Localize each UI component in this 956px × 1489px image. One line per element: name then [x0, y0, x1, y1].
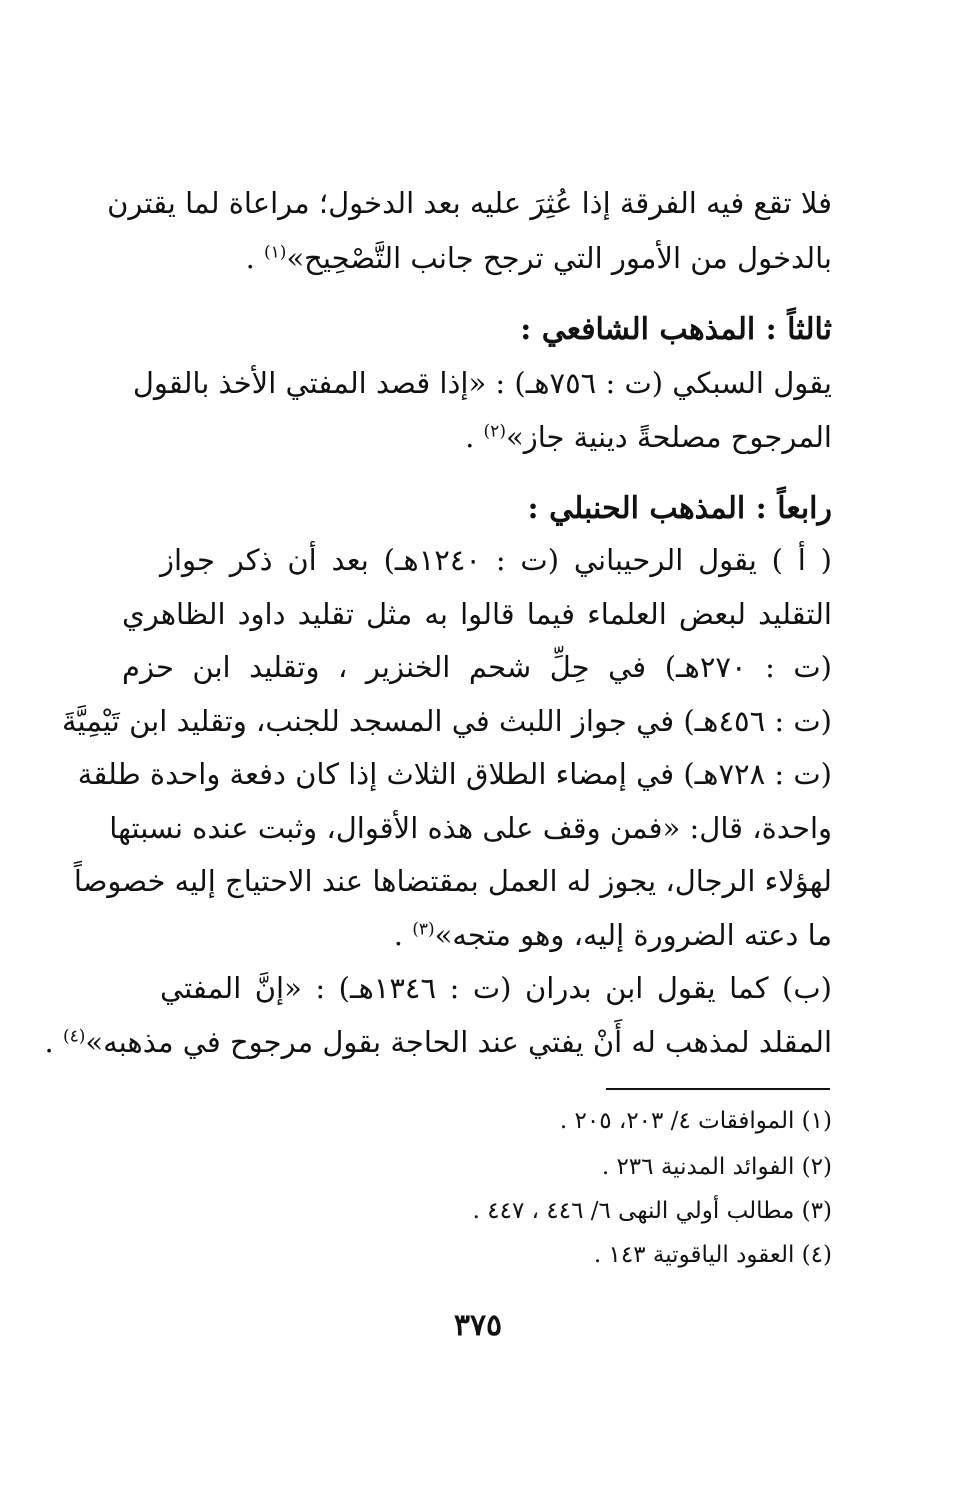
text-line-15: (ب) كما يقول ابن بدران (ت : ١٣٤٦هـ) : «إنَّ المفتي: [160, 971, 832, 1005]
text-line-4: يقول السبكي (ت : ٧٥٦هـ) : «إذا قصد المفتي الأخذ بالقول: [132, 366, 832, 400]
footnote-ref-2: (٢): [483, 421, 506, 442]
text-line-14-end: .: [393, 918, 413, 952]
page-number: ٣٧٥: [453, 1308, 503, 1343]
footnote-3: (٣) مطالب أولي النهى ٦/ ٤٤٦ ، ٤٤٧ .: [472, 1198, 832, 1224]
footnote-ref-4: (٤): [62, 1026, 86, 1047]
text-line-7: ( أ ) يقول الرحيباني (ت : ١٢٤٠هـ) بعد أن ذكر جواز: [160, 543, 832, 577]
section-heading-hanbali: رابعاً : المذهب الحنبلي :: [527, 491, 832, 526]
text-line-16-body: المقلد لمذهب له أَنْ يفتي عند الحاجة بقول مرجوح في مذهبه»: [85, 1025, 832, 1059]
footnote-separator: [606, 1088, 830, 1090]
footnote-ref-1: (١): [264, 242, 287, 263]
text-line-5: [122, 417, 832, 457]
footnote-4: (٤) العقود الياقوتية ١٤٣ .: [593, 1242, 832, 1268]
text-line-2-end: .: [245, 241, 265, 275]
text-line-16-end: .: [44, 1025, 63, 1059]
text-line-5-end: .: [465, 420, 484, 454]
text-line-14: [122, 915, 832, 955]
footnote-ref-3: (٣): [412, 919, 435, 940]
text-line-11: (ت : ٧٢٨هـ) في إمضاء الطلاق الثلاث إذا كان دفعة واحدة طلقة: [77, 757, 832, 791]
text-line-14-body: ما دعته الضرورة إليه، وهو متجه»: [434, 918, 832, 952]
text-line-13: لهؤلاء الرجال، يجوز له العمل بمقتضاها عند الاحتياج إليه خصوصاً: [73, 864, 832, 898]
text-line-9: (ت : ٢٧٠هـ) في حِلِّ شحم الخنزير ، وتقليد ابن حزم: [122, 650, 832, 684]
text-line-1: فلا تقع فيه الفرقة إذا عُثِرَ عليه بعد الدخول؛ مراعاة لما يقترن: [107, 186, 832, 220]
text-line-2: [122, 238, 832, 278]
text-line-16: [44, 1022, 832, 1062]
text-line-5-body: المرجوح مصلحةً دينية جاز»: [505, 420, 832, 454]
footnote-1: (١) الموافقات ٤/ ٢٠٣، ٢٠٥ .: [559, 1108, 832, 1134]
text-line-2-body: بالدخول من الأمور التي ترجح جانب التَّصْحِيح»: [286, 241, 832, 275]
footnote-2: (٢) الفوائد المدنية ٢٣٦ .: [601, 1154, 832, 1180]
text-line-12: واحدة، قال: «فمن وقف على هذه الأقوال، وثبت عنده نسبتها: [109, 811, 832, 845]
section-heading-shafii: ثالثاً : المذهب الشافعي :: [520, 312, 832, 347]
text-line-10: (ت : ٤٥٦هـ) في جواز اللبث في المسجد للجنب، وتقليد ابن تَيْمِيَّةَ: [61, 704, 832, 738]
text-line-8: التقليد لبعض العلماء فيما قالوا به مثل تقليد داود الظاهري: [122, 597, 832, 631]
